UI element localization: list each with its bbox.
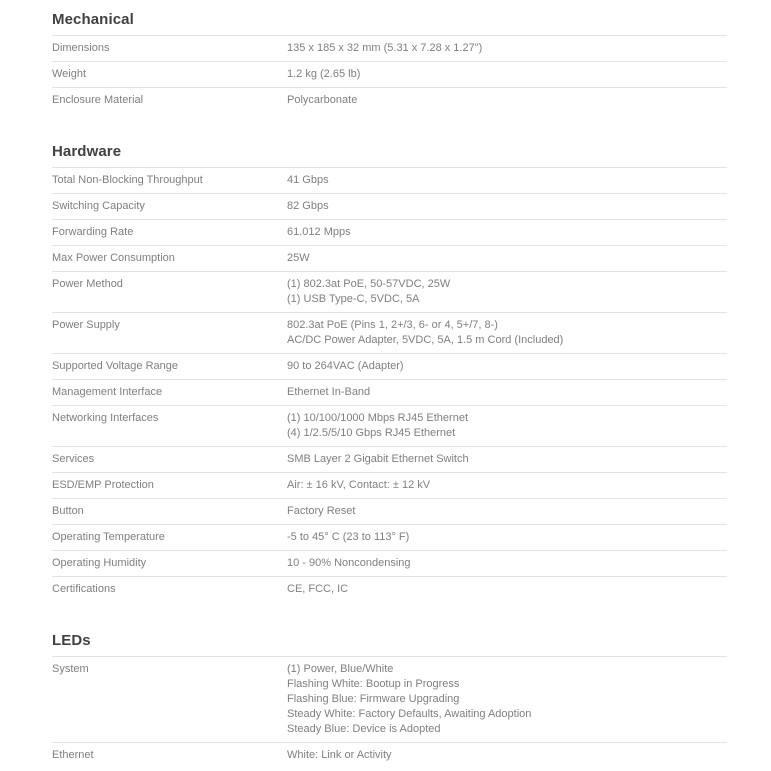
spec-row-value xyxy=(287,504,727,519)
spec-row-label: Max Power Consumption xyxy=(52,252,175,264)
spec-row-label: Certifications xyxy=(52,583,116,595)
spec-row xyxy=(52,312,727,353)
spec-row xyxy=(52,35,727,61)
section-title: Hardware xyxy=(52,143,122,160)
spec-row xyxy=(52,498,727,524)
spec-value-line: (1) 802.3at PoE, 50-57VDC, 25W xyxy=(287,278,451,290)
section-rows xyxy=(52,167,727,602)
spec-value-line: Factory Reset xyxy=(287,505,356,517)
spec-row xyxy=(52,61,727,87)
spec-value-line: CE, FCC, IC xyxy=(287,583,349,595)
spec-row-value xyxy=(287,662,727,737)
spec-row-label: Weight xyxy=(52,68,87,80)
section-title: Mechanical xyxy=(52,11,134,28)
spec-row xyxy=(52,472,727,498)
spec-value-line: (1) 10/100/1000 Mbps RJ45 Ethernet xyxy=(287,412,469,424)
spec-row xyxy=(52,576,727,602)
spec-row-label: Total Non-Blocking Throughput xyxy=(52,174,203,186)
spec-value-line: 1.2 kg (2.65 lb) xyxy=(287,68,361,80)
spec-value-line: 135 x 185 x 32 mm (5.31 x 7.28 x 1.27") xyxy=(287,42,483,54)
spec-row-label: Operating Temperature xyxy=(52,531,165,543)
spec-row-value xyxy=(287,452,727,467)
spec-row xyxy=(52,405,727,446)
spec-row-label: Enclosure Material xyxy=(52,94,144,106)
spec-row-value xyxy=(287,478,727,493)
spec-value-line: AC/DC Power Adapter, 5VDC, 5A, 1.5 m Cord (Included) xyxy=(287,334,564,346)
spec-value-line: 802.3at PoE (Pins 1, 2+/3, 6- or 4, 5+/7, 8-) xyxy=(287,319,498,331)
spec-value-line: 61.012 Mpps xyxy=(287,226,351,238)
spec-row-label: Supported Voltage Range xyxy=(52,360,178,372)
spec-row-label: Networking Interfaces xyxy=(52,412,159,424)
section-rows xyxy=(52,656,727,768)
spec-row-label: Button xyxy=(52,505,84,517)
spec-value-line: 25W xyxy=(287,252,310,264)
spec-section-leds xyxy=(52,634,727,768)
spec-row xyxy=(52,524,727,550)
spec-row-value xyxy=(287,359,727,374)
spec-row-label: Management Interface xyxy=(52,386,163,398)
spec-value-line: White: Link or Activity xyxy=(287,749,392,761)
spec-row-value xyxy=(287,173,727,188)
spec-value-line: Flashing Blue: Firmware Upgrading xyxy=(287,693,460,705)
spec-value-line: 82 Gbps xyxy=(287,200,329,212)
spec-value-line: (1) Power, Blue/White xyxy=(287,663,394,675)
spec-row xyxy=(52,193,727,219)
spec-section-hardware xyxy=(52,145,727,602)
spec-row xyxy=(52,656,727,742)
spec-row xyxy=(52,245,727,271)
spec-row-label: Services xyxy=(52,453,95,465)
spec-value-line: -5 to 45° C (23 to 113° F) xyxy=(287,531,410,543)
spec-value-line: Steady White: Factory Defaults, Awaiting Adoption xyxy=(287,708,532,720)
spec-value-line: Flashing White: Bootup in Progress xyxy=(287,678,460,690)
spec-row-value xyxy=(287,67,727,82)
spec-row-label: Forwarding Rate xyxy=(52,226,134,238)
spec-row-value xyxy=(287,411,727,441)
spec-row xyxy=(52,271,727,312)
spec-row-value xyxy=(287,93,727,108)
spec-row xyxy=(52,353,727,379)
spec-row xyxy=(52,167,727,193)
spec-value-line: Polycarbonate xyxy=(287,94,358,106)
spec-row-value xyxy=(287,41,727,56)
spec-value-line: 90 to 264VAC (Adapter) xyxy=(287,360,404,372)
spec-row-value xyxy=(287,199,727,214)
spec-value-line: 41 Gbps xyxy=(287,174,329,186)
spec-row-label: Ethernet xyxy=(52,749,94,761)
spec-row-label: Operating Humidity xyxy=(52,557,147,569)
spec-row-label: Power Method xyxy=(52,278,123,290)
spec-row-value xyxy=(287,748,727,763)
spec-value-line: Air: ± 16 kV, Contact: ± 12 kV xyxy=(287,479,431,491)
spec-section-mechanical xyxy=(52,13,727,113)
section-title: LEDs xyxy=(52,632,91,649)
spec-row xyxy=(52,379,727,405)
spec-row-value xyxy=(287,277,727,307)
spec-row-label: ESD/EMP Protection xyxy=(52,479,154,491)
spec-value-line: SMB Layer 2 Gigabit Ethernet Switch xyxy=(287,453,469,465)
spec-row-value xyxy=(287,318,727,348)
spec-value-line: 10 - 90% Noncondensing xyxy=(287,557,411,569)
spec-row-value xyxy=(287,251,727,266)
spec-value-line: Steady Blue: Device is Adopted xyxy=(287,723,441,735)
spec-row xyxy=(52,742,727,768)
spec-row-value xyxy=(287,225,727,240)
spec-row-value xyxy=(287,582,727,597)
spec-value-line: (1) USB Type-C, 5VDC, 5A xyxy=(287,293,420,305)
spec-row-label: Switching Capacity xyxy=(52,200,145,212)
spec-row xyxy=(52,550,727,576)
spec-row-label: Power Supply xyxy=(52,319,120,331)
spec-row-label: Dimensions xyxy=(52,42,110,54)
section-rows xyxy=(52,35,727,113)
spec-row-label: System xyxy=(52,663,89,675)
spec-row xyxy=(52,87,727,113)
spec-row-value xyxy=(287,385,727,400)
spec-value-line: Ethernet In-Band xyxy=(287,386,371,398)
spec-row xyxy=(52,219,727,245)
spec-row-value xyxy=(287,556,727,571)
spec-row xyxy=(52,446,727,472)
spec-value-line: (4) 1/2.5/5/10 Gbps RJ45 Ethernet xyxy=(287,427,456,439)
spec-row-value xyxy=(287,530,727,545)
